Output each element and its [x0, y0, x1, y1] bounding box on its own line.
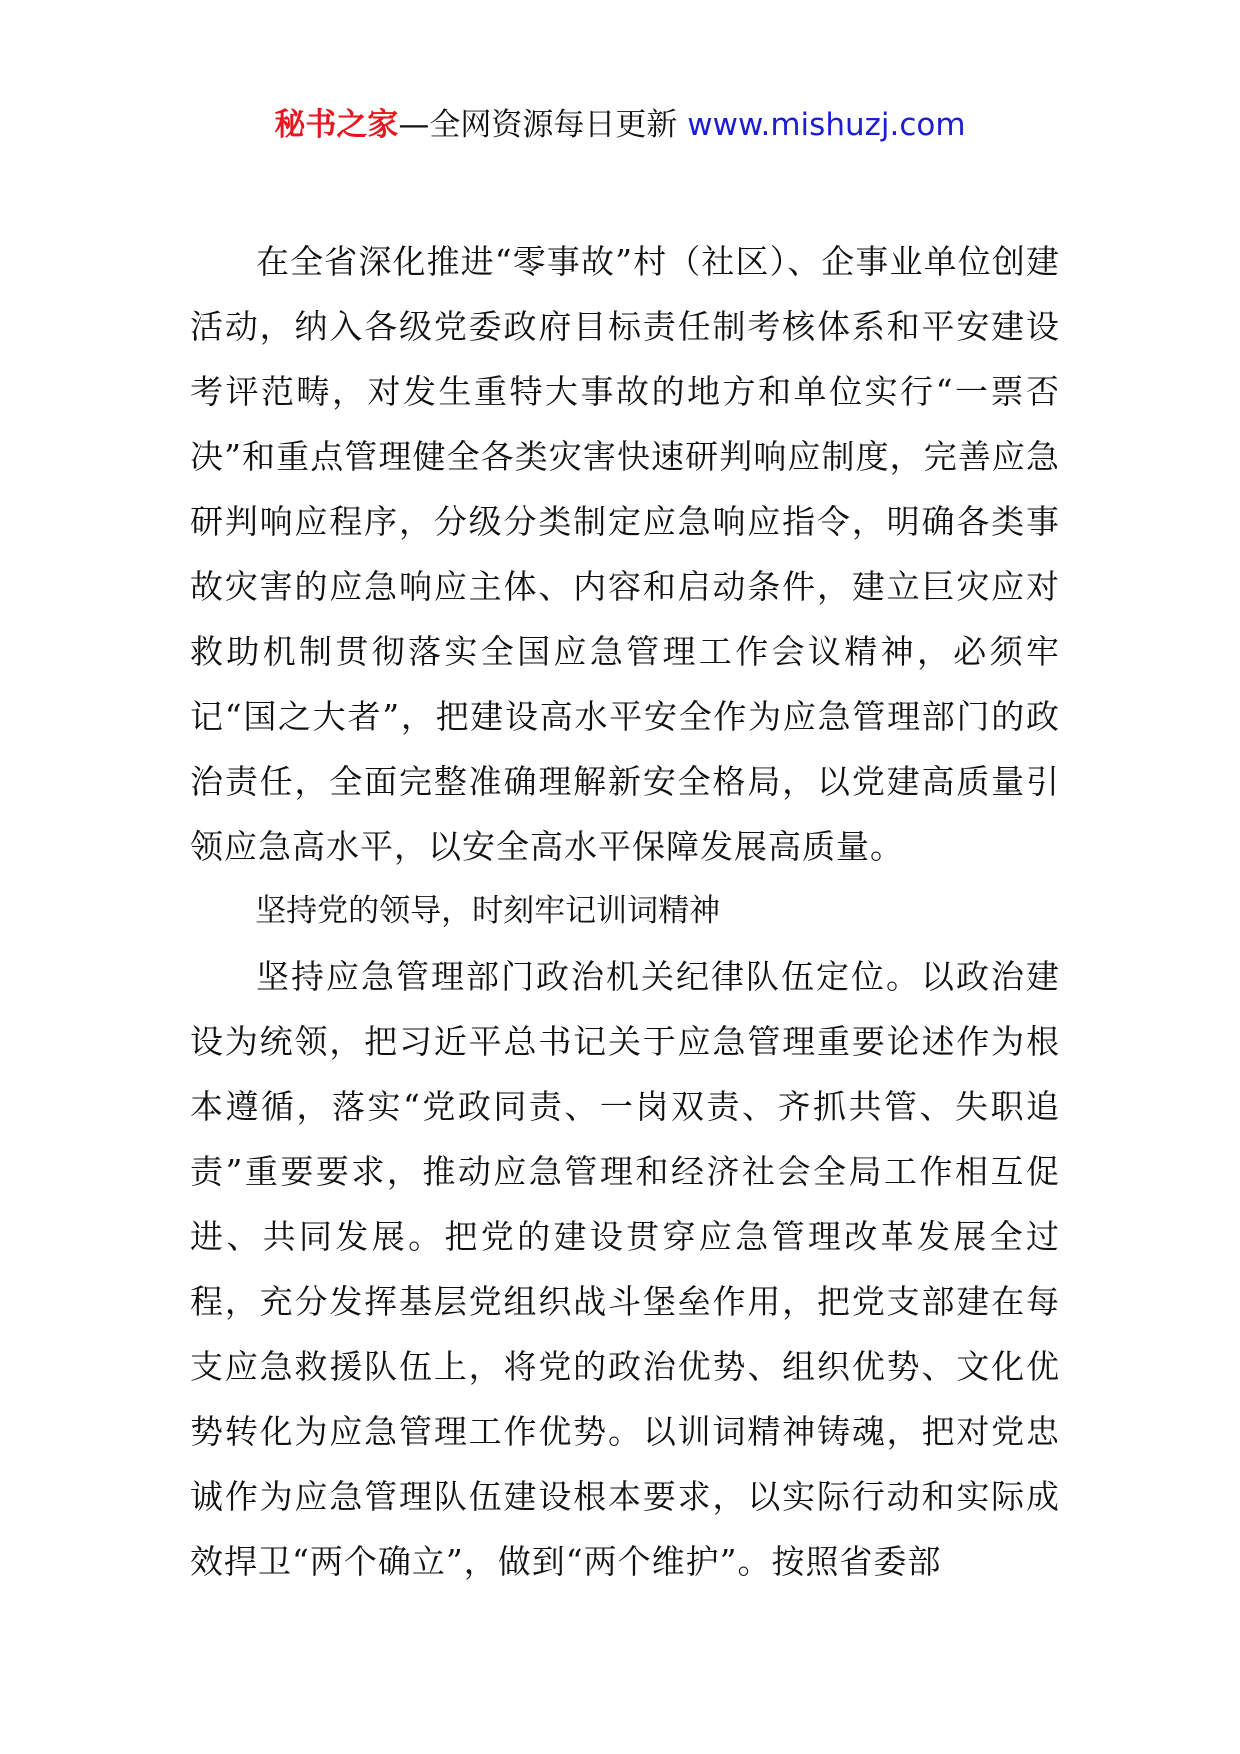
site-header	[0, 100, 1240, 150]
site-brand: 秘书之家	[274, 107, 399, 143]
site-tagline: —全网资源每日更新	[398, 107, 688, 143]
site-url-link[interactable]: www.mishuzj.com	[687, 107, 966, 143]
paragraph-2: 坚持应急管理部门政治机关纪律队伍定位。以政治建设为统领，把习近平总书记关于应急管理重要论述作为根本遵循，落实“党政同责、一岗双责、齐抓共管、失职追责”重要要求，推动应急管理和经济社会全局工作相互促进、共同发展。把党的建设贯穿应急管理改革发展全过程，充分发挥基层党组织战斗堡垒作用，把党支部建在每支应急救援队伍上，将党的政治优势、组织优势、文化优势转化为应急管理工作优势。以训词精神铸魂，把对党忠诚作为应急管理队伍建设根本要求，以实际行动和实际成效捍卫“两个确立”，做到“两个维护”。按照省委部	[190, 957, 1060, 1581]
document-body	[190, 229, 1060, 1594]
section-heading: 坚持党的领导，时刻牢记训词精神	[255, 893, 721, 929]
paragraph-1: 在全省深化推进“零事故”村（社区）、企事业单位创建活动，纳入各级党委政府目标责任制考核体系和平安建设考评范畴，对发生重特大事故的地方和单位实行“一票否决”和重点管理健全各类灾害快速研判响应制度，完善应急研判响应程序，分级分类制定应急响应指令，明确各类事故灾害的应急响应主体、内容和启动条件，建立巨灾应对救助机制贯彻落实全国应急管理工作会议精神，必须牢记“国之大者”，把建设高水平安全作为应急管理部门的政治责任，全面完整准确理解新安全格局，以党建高质量引领应急高水平，以安全高水平保障发展高质量。	[190, 242, 1060, 866]
